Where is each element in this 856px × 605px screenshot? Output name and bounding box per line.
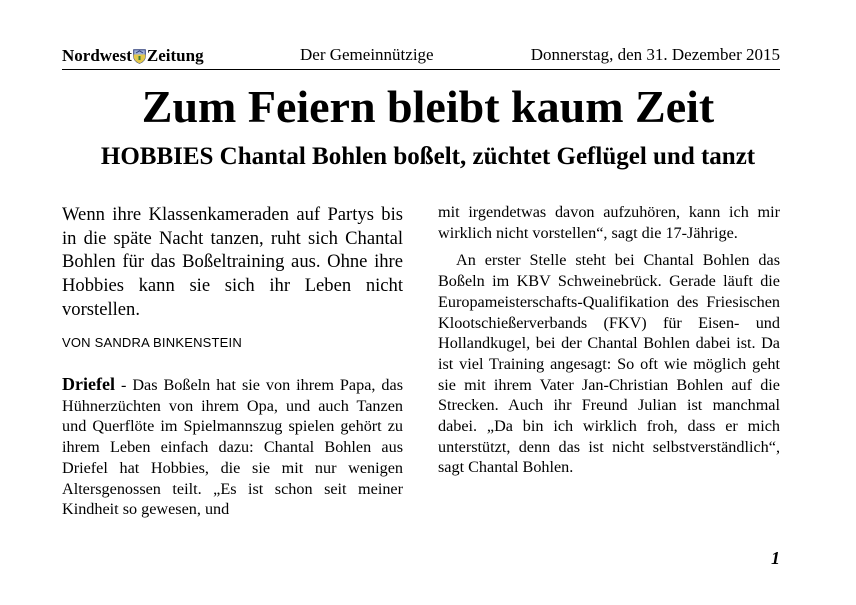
article-paragraph bbox=[62, 374, 403, 520]
page-number: 1 bbox=[771, 548, 780, 568]
article-paragraph: An erster Stelle steht bei Chantal Bohlen das Boßeln im KBV Schweinebrück. Gerade läuft die Europameisterschafts-Qualifikation des Friesischen Klootschießerverbands (FKV) für Eisen- und Hollandkugel, bei der Chantal Bohlen dabei ist. Da ist viel Training angesagt: So oft wie möglich geht sie mit ihrem Vater Jan-Christian Bohlen auf die Strecken. Auch ihr Freund Julian ist manchmal dabei. „Da bin ich wirklich froh, dass er mich unterstützt, denn das ist nicht selbstverständlich“, sagt Chantal Bohlen. bbox=[438, 251, 780, 477]
dateline: Driefel bbox=[62, 374, 115, 394]
masthead bbox=[62, 43, 780, 70]
article-subheadline: HOBBIES Chantal Bohlen boßelt, züchtet Geflügel und tanzt bbox=[100, 143, 756, 170]
paragraph-continuation: mit irgendetwas davon aufzuhören, kann ich mir wirklich nicht vorstellen“, sagt die 17-Jährige. bbox=[438, 203, 780, 242]
article-byline: VON SANDRA BINKENSTEIN bbox=[62, 335, 242, 350]
brand-name-left: Nordwest bbox=[62, 46, 132, 65]
article-headline: Zum Feiern bleibt kaum Zeit bbox=[141, 81, 715, 132]
lead-text: Wenn ihre Klassenkameraden auf Partys bis in die späte Nacht tanzen, ruht sich Chantal Bohlen für das Boßeltraining aus. Ohne ihre Hobbies kann sie sich ihr Leben nicht vorstellen. bbox=[62, 204, 403, 320]
article-column-left bbox=[62, 374, 403, 520]
brand-name-right: Zeitung bbox=[146, 46, 204, 65]
article-lead bbox=[62, 203, 403, 322]
section-title: Der Gemeinnützige bbox=[300, 45, 434, 64]
newspaper-brand bbox=[62, 46, 204, 66]
article-column-right bbox=[438, 202, 780, 478]
paragraph-text: - Das Boßeln hat sie von ihrem Papa, das Hühnerzüchten von ihrem Opa, und auch Tanzen und Querflöte im Spielmannszug spielen gehört zu ihrem Leben einfach dazu: Chantal Bohlen aus Driefel hat Hobbies, die sie mit nur wenigen Altersgenossen teilt. „Es ist schon seit meiner Kindheit so gewesen, und bbox=[62, 376, 403, 519]
coat-of-arms-icon bbox=[133, 49, 146, 64]
issue-date: Donnerstag, den 31. Dezember 2015 bbox=[530, 45, 780, 64]
